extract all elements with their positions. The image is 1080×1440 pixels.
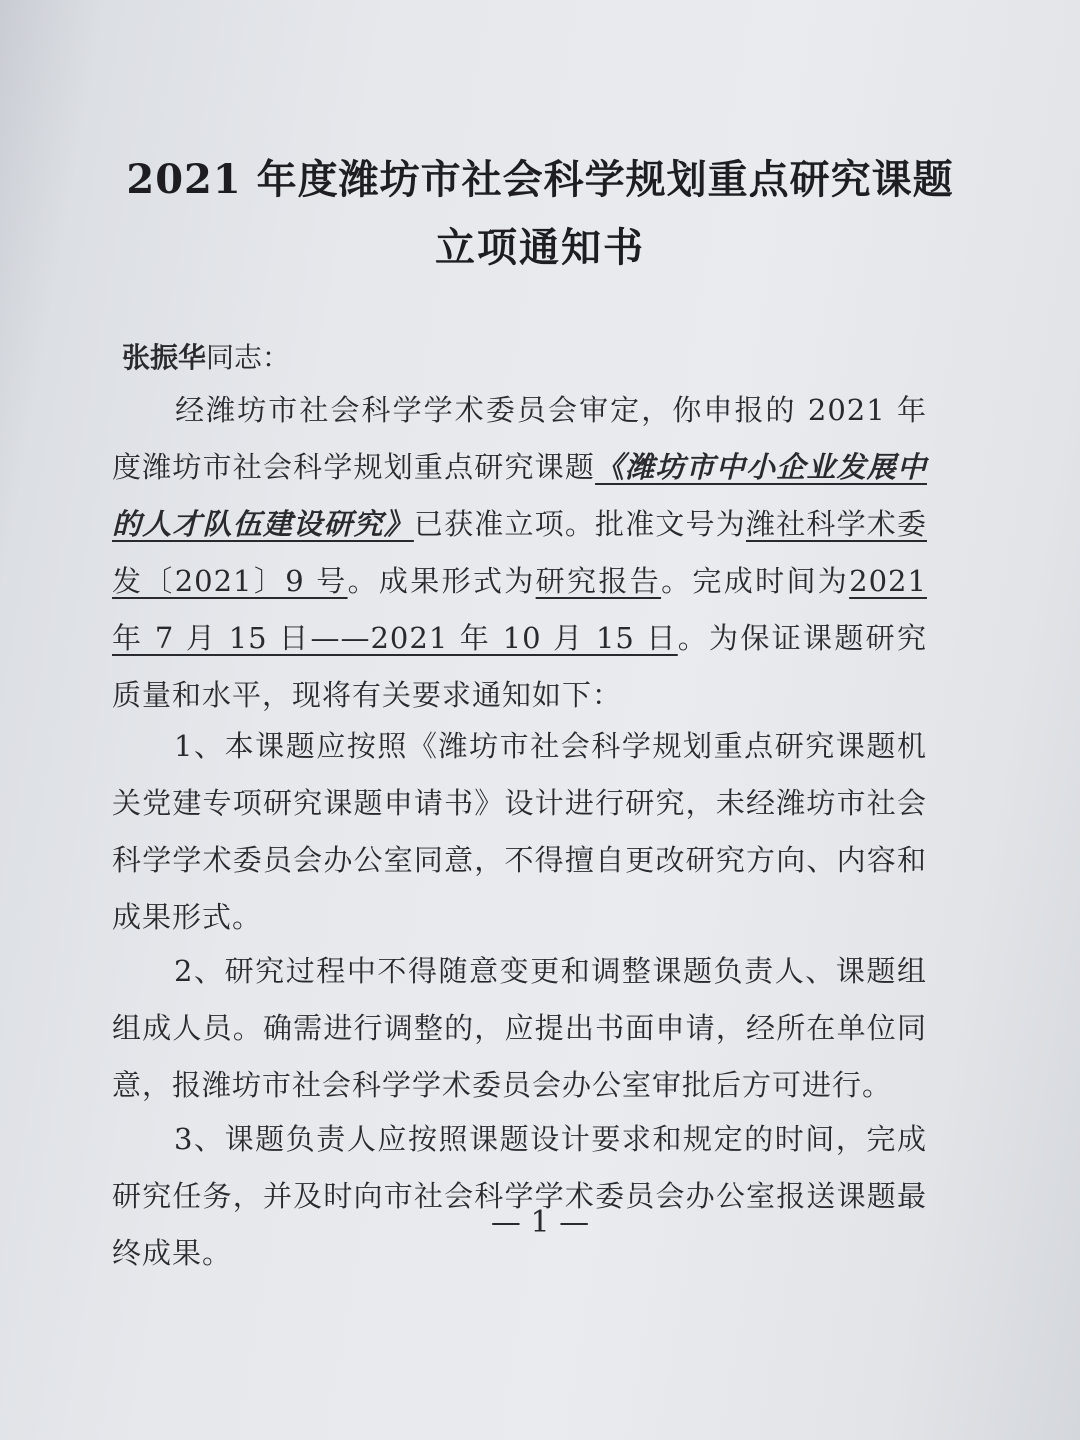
requirement-item-3 bbox=[112, 1111, 927, 1282]
paragraph-text: 。成果形式为 bbox=[347, 564, 536, 598]
project-title: 《潍坊市中小企业发展中的人才队伍建设研究》 bbox=[112, 450, 927, 541]
paragraph-text: 已获准立项。批准文号为 bbox=[413, 507, 747, 541]
document-title-line1: 2021 年度潍坊市社会科学规划重点研究课题 bbox=[126, 156, 954, 203]
salutation-suffix: 同志： bbox=[206, 341, 291, 374]
requirement-text: 3、课题负责人应按照课题设计要求和规定的时间，完成研究任务，并及时向市社会科学学术委员会办公室报送课题最终成果。 bbox=[112, 1122, 927, 1270]
notice-paragraph bbox=[112, 382, 927, 724]
completion-period: 2021 年 7 月 15 日——2021 年 10 月 15 日 bbox=[112, 564, 927, 655]
requirement-item-2 bbox=[112, 943, 927, 1114]
paragraph-text: 经潍坊市社会科学学术委员会审定，你申报的 2021 年度潍坊市社会科学规划重点研究课题 bbox=[112, 393, 927, 484]
approval-number: 潍社科学术委发〔2021〕9 号 bbox=[112, 507, 927, 598]
requirement-item-1 bbox=[112, 718, 927, 946]
document-title-line2: 立项通知书 bbox=[435, 224, 645, 271]
recipient-name: 张振华 bbox=[122, 341, 207, 374]
salutation bbox=[122, 336, 290, 376]
requirement-text: 1、本课题应按照《潍坊市社会科学规划重点研究课题机关党建专项研究课题申请书》设计进行研究，未经潍坊市社会科学学术委员会办公室同意，不得擅自更改研究方向、内容和成果形式。 bbox=[112, 729, 927, 934]
paragraph-text: 。完成时间为 bbox=[661, 564, 850, 598]
requirement-text: 2、研究过程中不得随意变更和调整课题负责人、课题组组成人员。确需进行调整的，应提出书面申请，经所在单位同意，报潍坊市社会科学学术委员会办公室审批后方可进行。 bbox=[112, 954, 927, 1102]
result-form: 研究报告 bbox=[535, 564, 662, 598]
paragraph-text: 。为保证课题研究质量和水平，现将有关要求通知如下： bbox=[112, 621, 927, 712]
page-number: — 1 — bbox=[490, 1205, 590, 1240]
